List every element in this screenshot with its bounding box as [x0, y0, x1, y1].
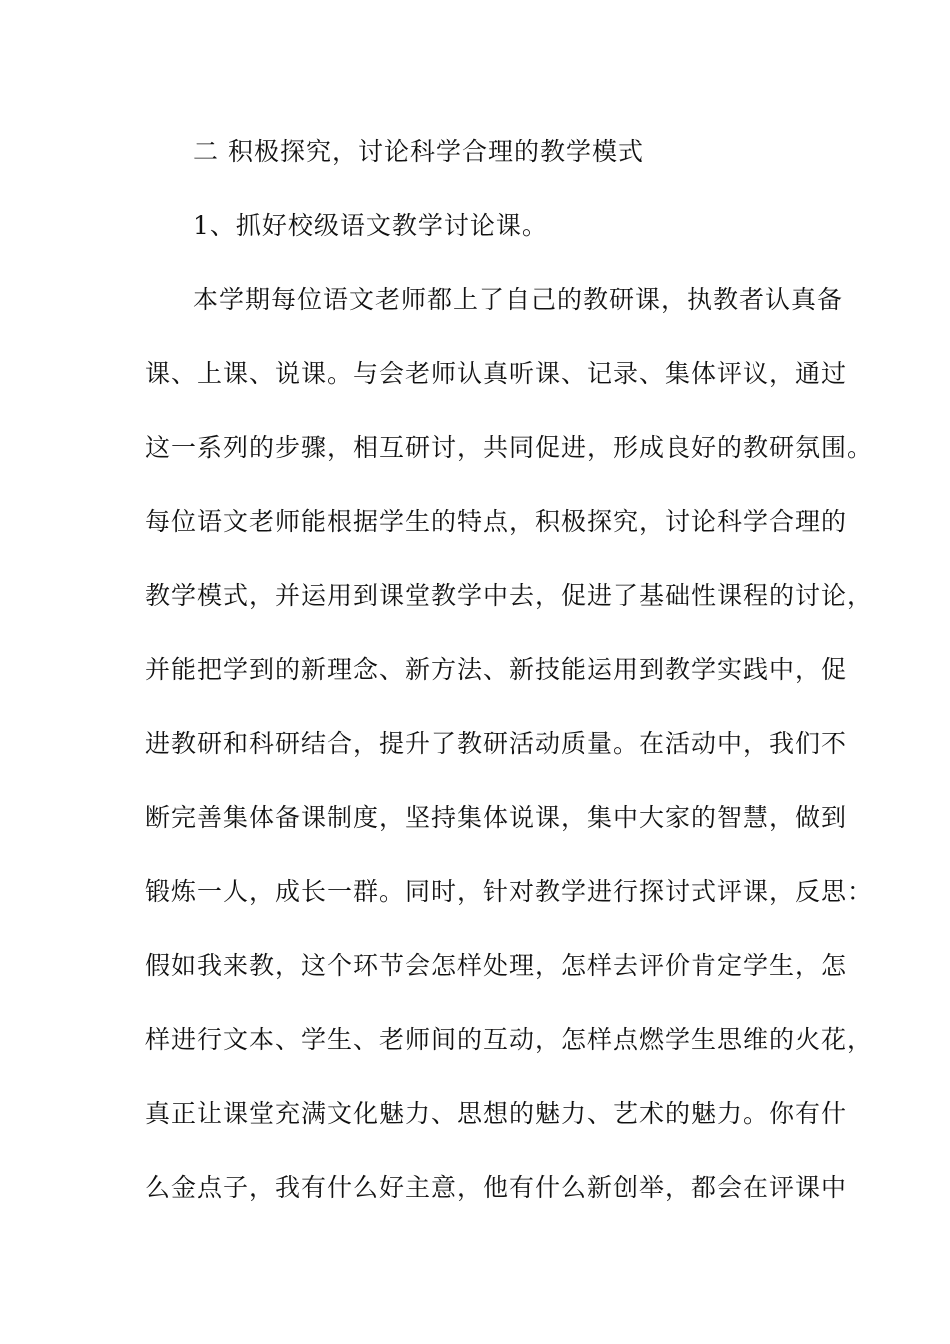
paragraph-line: 每位语文老师能根据学生的特点，积极探究，讨论科学合理的: [145, 507, 848, 536]
paragraph-line: 假如我来教，这个环节会怎样处理，怎样去评价肯定学生，怎: [145, 951, 848, 980]
paragraph-line: 这一系列的步骤，相互研讨，共同促进，形成良好的教研氛围。: [145, 433, 874, 462]
section-heading: 二 积极探究，讨论科学合理的教学模式: [193, 137, 644, 166]
paragraph-line: 教学模式，并运用到课堂教学中去，促进了基础性课程的讨论，: [145, 581, 874, 610]
paragraph-line: 样进行文本、学生、老师间的互动，怎样点燃学生思维的火花，: [145, 1025, 874, 1054]
paragraph-line: 本学期每位语文老师都上了自己的教研课，执教者认真备: [193, 285, 844, 314]
paragraph-line: 锻炼一人，成长一群。同时，针对教学进行探讨式评课，反思：: [145, 877, 874, 906]
paragraph-line: 断完善集体备课制度，坚持集体说课，集中大家的智慧，做到: [145, 803, 848, 832]
paragraph-line: 并能把学到的新理念、新方法、新技能运用到教学实践中，促: [145, 655, 848, 684]
paragraph-line: 进教研和科研结合，提升了教研活动质量。在活动中，我们不: [145, 729, 848, 758]
paragraph-line: 真正让课堂充满文化魅力、思想的魅力、艺术的魅力。你有什: [145, 1099, 848, 1128]
paragraph-line: 课、上课、说课。与会老师认真听课、记录、集体评议，通过: [145, 359, 848, 388]
paragraph-line: 么金点子，我有什么好主意，他有什么新创举，都会在评课中: [145, 1173, 848, 1202]
sub-heading: 1、抓好校级语文教学讨论课。: [193, 211, 548, 240]
